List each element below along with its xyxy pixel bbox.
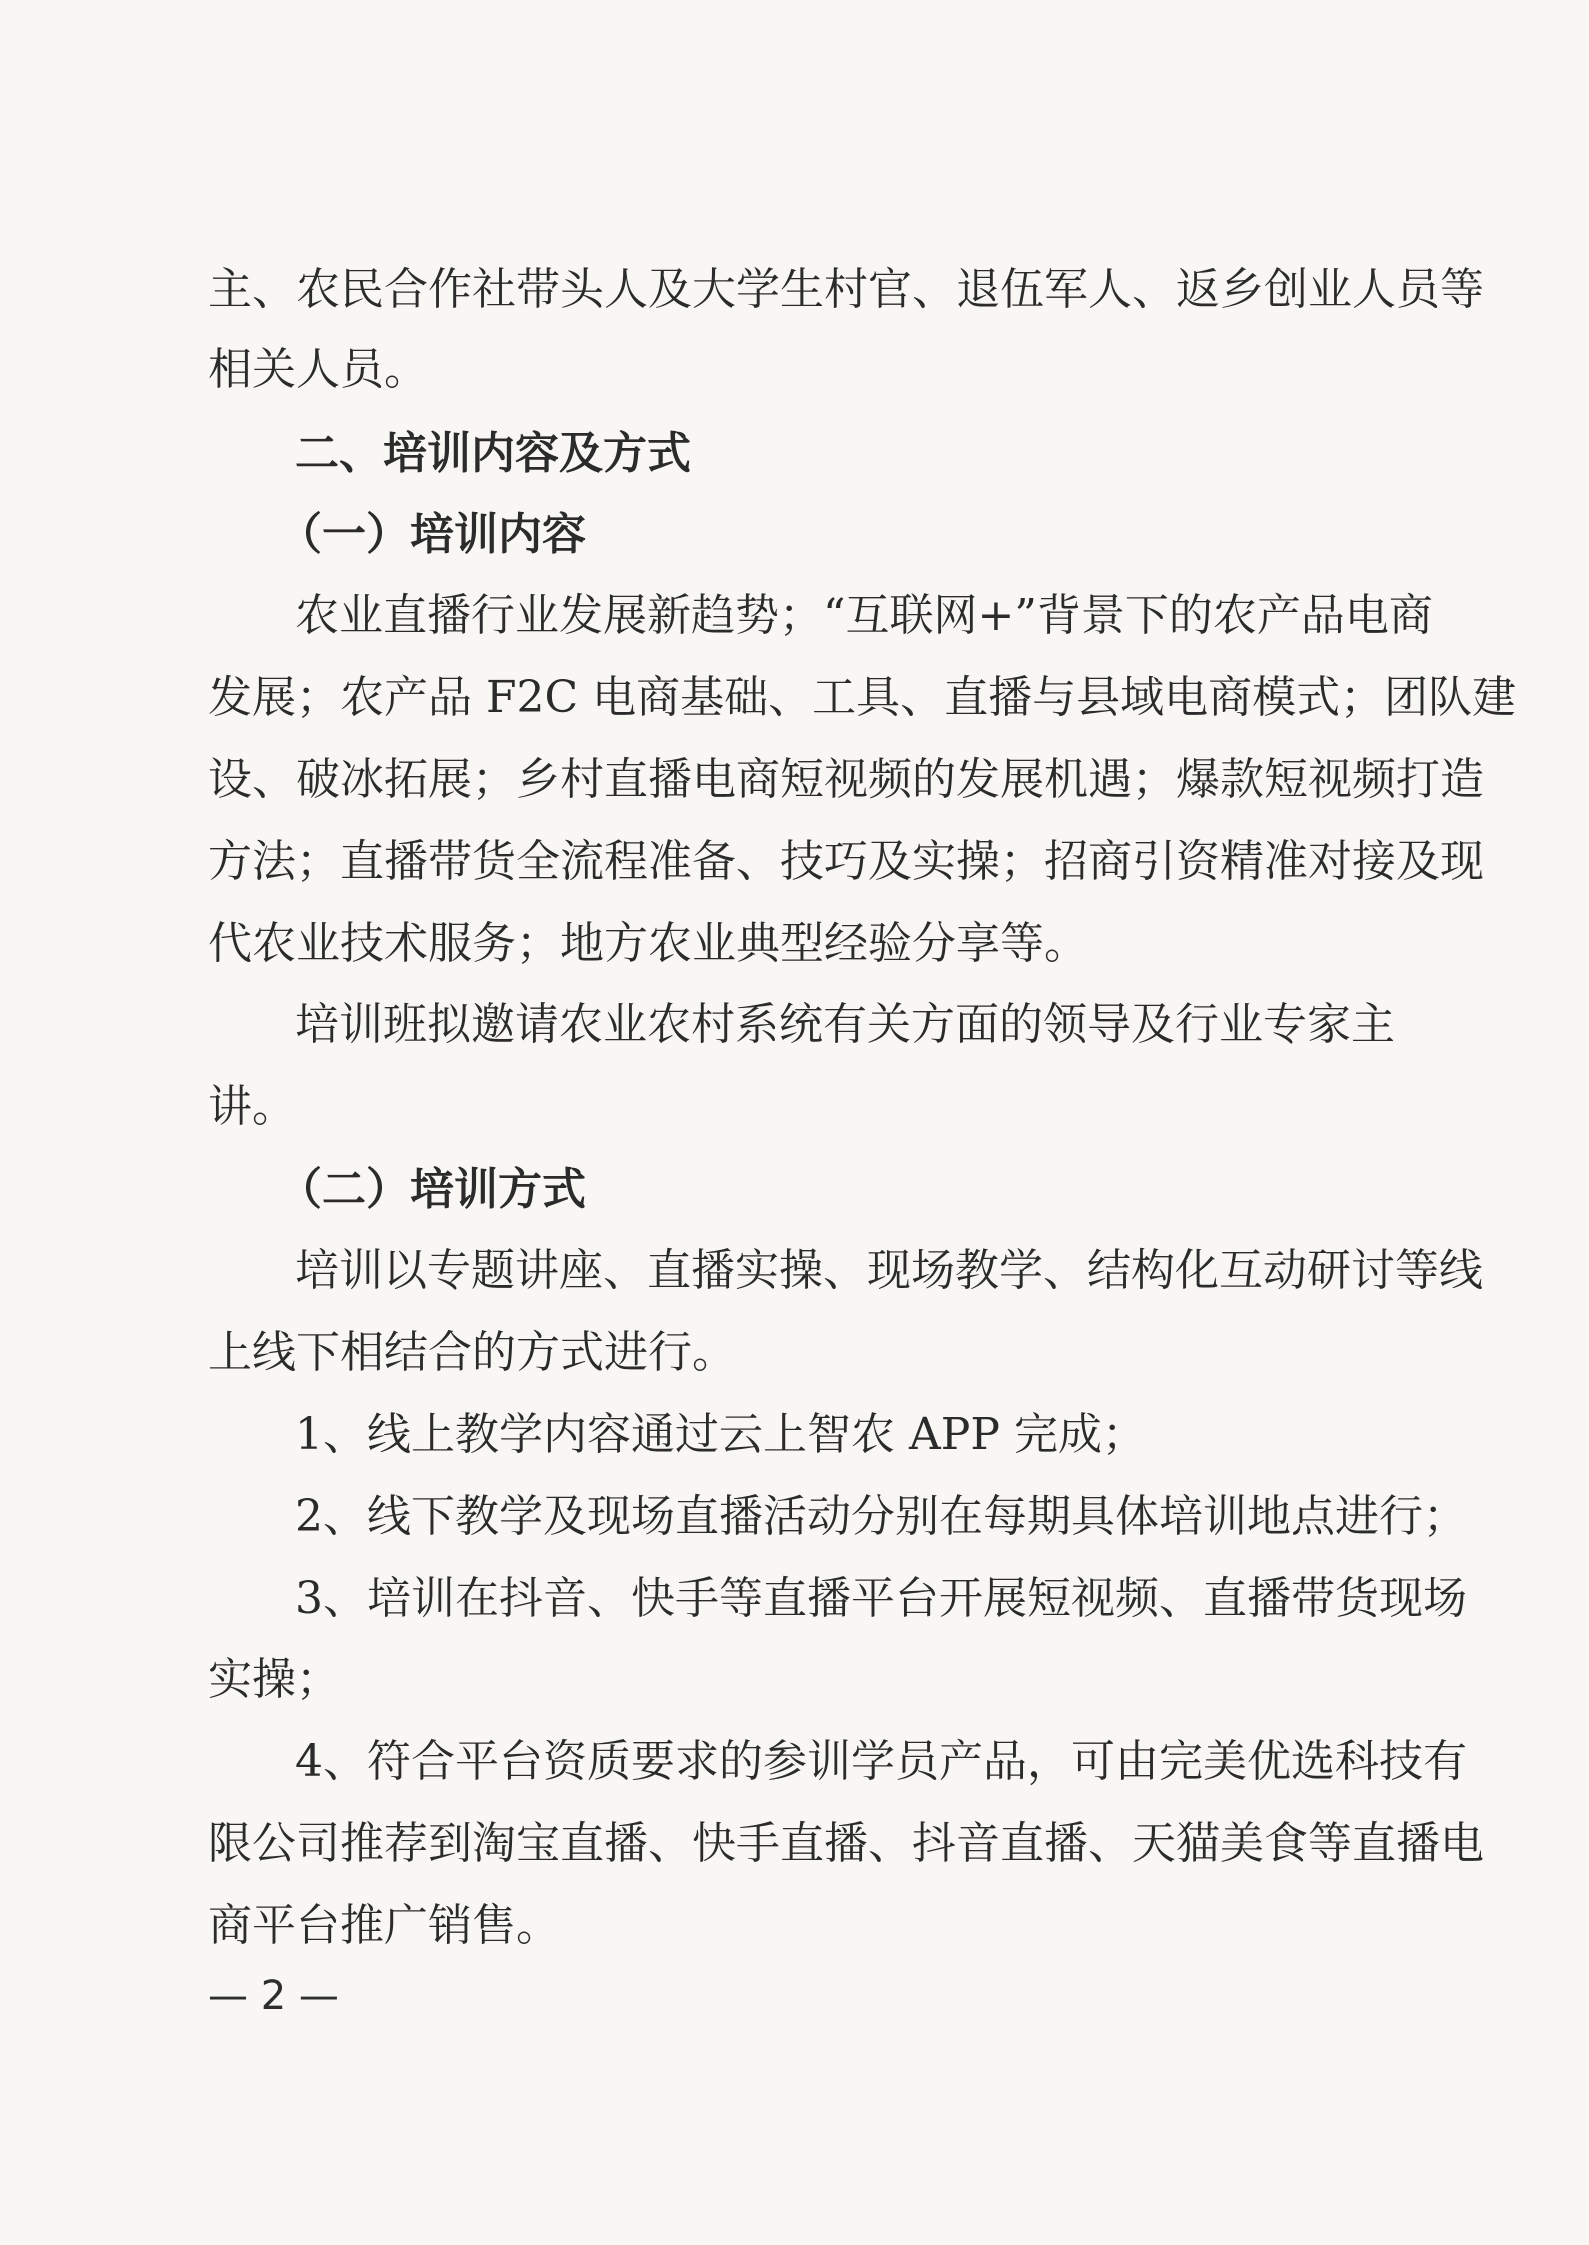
- text-line-21: 商平台推广销售。: [208, 1900, 560, 1951]
- section-heading-2: 二、培训内容及方式: [295, 428, 691, 479]
- text-line-7: 设、破冰拓展；乡村直播电商短视频的发展机遇；爆款短视频打造: [208, 754, 1484, 805]
- text-line-18: 实操；: [208, 1654, 340, 1705]
- text-line-19: 4、符合平台资质要求的参训学员产品，可由完美优选科技有: [295, 1736, 1467, 1787]
- text-line-6: 发展；农产品 F2C 电商基础、工具、直播与县域电商模式；团队建: [208, 672, 1517, 723]
- text-line-17: 3、培训在抖音、快手等直播平台开展短视频、直播带货现场: [295, 1573, 1467, 1624]
- subsection-heading-2: （二）培训方式: [278, 1164, 586, 1215]
- text-line-9: 代农业技术服务；地方农业典型经验分享等。: [208, 918, 1088, 969]
- text-line-13: 培训以专题讲座、直播实操、现场教学、结构化互动研讨等线: [295, 1245, 1483, 1296]
- text-line-8: 方法；直播带货全流程准备、技巧及实操；招商引资精准对接及现: [208, 836, 1484, 887]
- text-line-14: 上线下相结合的方式进行。: [208, 1327, 736, 1378]
- text-line-10: 培训班拟邀请农业农村系统有关方面的领导及行业专家主: [295, 999, 1395, 1050]
- text-line-15: 1、线上教学内容通过云上智农 APP 完成；: [295, 1409, 1146, 1460]
- page-number: — 2 —: [208, 1973, 339, 2019]
- text-line-20: 限公司推荐到淘宝直播、快手直播、抖音直播、天猫美食等直播电: [208, 1818, 1484, 1869]
- text-line-2: 相关人员。: [208, 344, 428, 395]
- subsection-heading-1: （一）培训内容: [278, 509, 586, 560]
- text-line-11: 讲。: [208, 1081, 296, 1132]
- text-line-1: 主、农民合作社带头人及大学生村官、退伍军人、返乡创业人员等: [208, 264, 1484, 315]
- text-line-16: 2、线下教学及现场直播活动分别在每期具体培训地点进行；: [295, 1491, 1467, 1542]
- text-line-5: 农业直播行业发展新趋势；“互联网+”背景下的农产品电商: [295, 590, 1433, 641]
